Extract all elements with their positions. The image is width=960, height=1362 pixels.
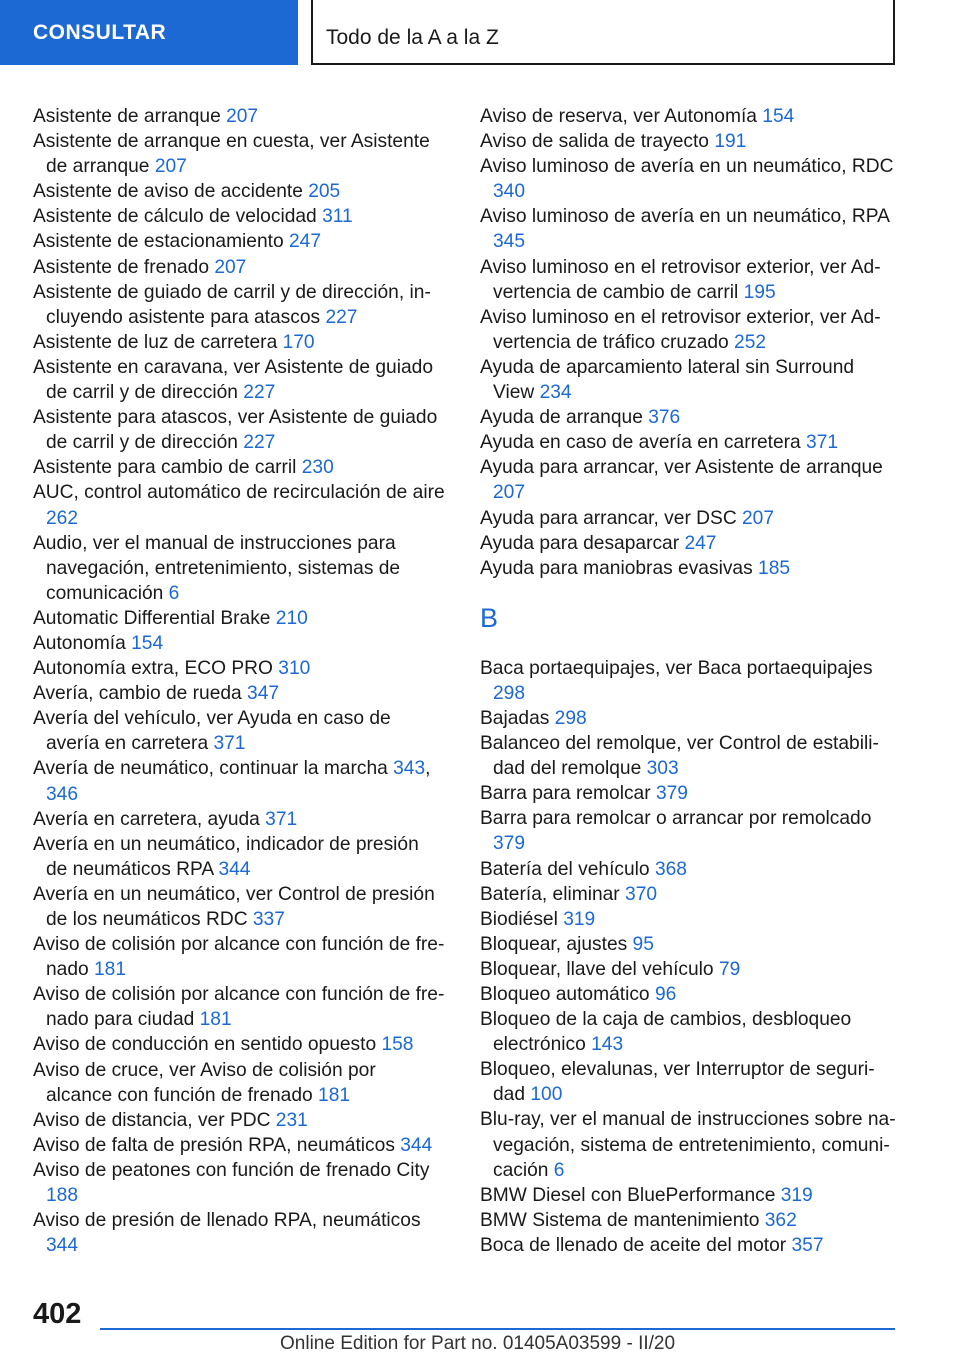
- page-ref-link[interactable]: 347: [247, 683, 280, 705]
- index-entry-text: Asistente de aviso de accidente: [33, 181, 309, 203]
- page-ref-link[interactable]: 370: [625, 883, 658, 905]
- index-entry-text: Bloqueo de la caja de cambios, desbloqueo electrónico: [480, 1009, 852, 1056]
- index-entry: [33, 982, 445, 1032]
- index-entry: [33, 631, 445, 656]
- index-entry-text: Aviso de cruce, ver Aviso de colisión por alcance con función de frenado: [33, 1059, 376, 1106]
- index-entry-text: Bloquear, llave del vehículo: [480, 958, 719, 980]
- index-entry: [33, 531, 445, 606]
- index-entry-text: Ayuda para desaparcar: [480, 532, 685, 554]
- index-entry-text: Aviso luminoso en el retrovisor exterior, ver Advertencia de cambio de carril: [480, 256, 881, 303]
- page-ref-link[interactable]: 191: [714, 131, 747, 153]
- index-entry: [33, 330, 445, 355]
- page-ref-link[interactable]: 207: [226, 106, 259, 127]
- page-ref-link[interactable]: 357: [791, 1234, 824, 1256]
- page-ref-link[interactable]: 252: [734, 331, 767, 353]
- index-entry: [480, 982, 896, 1007]
- page-ref-link[interactable]: 344: [400, 1134, 433, 1156]
- index-column-left: [33, 104, 445, 1258]
- page-ref-link[interactable]: 181: [318, 1084, 351, 1106]
- footer-edition-text: Online Edition for Part no. 01405A03599 - II/20: [280, 1333, 676, 1354]
- index-entry: [33, 204, 445, 229]
- index-entry-text: Aviso de falta de presión RPA, neumáticos: [33, 1134, 401, 1156]
- index-entry-text: Aviso de peatones con función de frenado City: [33, 1159, 430, 1181]
- index-entry: [33, 355, 445, 405]
- page-ref-link[interactable]: 303: [646, 758, 679, 780]
- index-entry-text: Asistente de guiado de carril y de dirección, incluyendo asistente para atascos: [33, 281, 431, 328]
- index-entry-text: Bloqueo, elevalunas, ver Interruptor de seguridad: [480, 1059, 875, 1106]
- index-entry: [33, 1158, 445, 1208]
- page-ref-link[interactable]: 379: [655, 783, 688, 805]
- index-entry: [480, 857, 896, 882]
- page-ref-link[interactable]: 376: [648, 407, 681, 429]
- index-entry: [33, 129, 445, 179]
- page-ref-link[interactable]: 79: [718, 958, 741, 980]
- index-entry: [33, 455, 445, 480]
- page-ref-link[interactable]: 154: [762, 106, 795, 127]
- index-entry-text: Batería, eliminar: [480, 883, 626, 905]
- index-entry: [33, 882, 445, 932]
- index-entry-text: BMW Diesel con BluePerformance: [480, 1184, 781, 1206]
- index-entry-text: AUC, control automático de recirculación de aire: [33, 482, 445, 504]
- page-ref-link[interactable]: 207: [493, 482, 526, 504]
- index-entry: [33, 606, 445, 631]
- page-ref-link[interactable]: 298: [554, 707, 587, 729]
- page-ref-link[interactable]: 158: [381, 1034, 414, 1056]
- index-entry: [480, 1057, 896, 1107]
- index-entry-text: Ayuda de arranque: [480, 407, 649, 429]
- index-entry: [33, 1133, 445, 1158]
- page-ref-link[interactable]: 227: [325, 306, 358, 328]
- index-entry: [33, 932, 445, 982]
- page-ref-link[interactable]: 345: [493, 231, 526, 253]
- page-ref-link[interactable]: 181: [199, 1009, 232, 1031]
- index-entry-text: Balanceo del remolque, ver Control de estabilidad del remolque: [480, 733, 879, 780]
- page-ref-link[interactable]: 344: [46, 1235, 79, 1257]
- index-entry-text: Autonomía extra, ECO PRO: [33, 658, 279, 680]
- page-ref-link[interactable]: 344: [218, 858, 251, 880]
- index-entry: [480, 556, 896, 581]
- header-divider-right: [893, 0, 895, 65]
- page-ref-link[interactable]: 230: [301, 457, 334, 479]
- index-entry-text: Aviso de presión de llenado RPA, neumáticos: [33, 1210, 421, 1232]
- page-ref-link[interactable]: 207: [154, 156, 187, 178]
- footer-rule: [100, 1328, 895, 1330]
- header-underline: [311, 63, 895, 65]
- index-entry-text: Avería de neumático, continuar la marcha: [33, 758, 394, 780]
- index-entry-text: Asistente de arranque: [33, 106, 227, 127]
- index-entry-text: Avería en un neumático, indicador de presión de neumáticos RPA: [33, 833, 419, 880]
- index-entry-text: Aviso de salida de trayecto: [480, 131, 715, 153]
- index-entry: [33, 1032, 445, 1057]
- index-entry-text: Baca portaequipajes, ver Baca portaequipajes: [480, 657, 873, 679]
- index-entry: [33, 656, 445, 681]
- index-entry: [33, 104, 445, 129]
- index-entry-text: Asistente de luz de carretera: [33, 331, 283, 353]
- index-entry-text: Asistente para cambio de carril: [33, 457, 302, 479]
- index-entry-text: Barra para remolcar o arrancar por remolcado: [480, 808, 872, 830]
- page-ref-link[interactable]: 205: [308, 181, 341, 203]
- index-entry: [33, 706, 445, 756]
- index-entry-text: Ayuda para maniobras evasivas: [480, 557, 759, 579]
- page-ref-link[interactable]: 207: [742, 507, 775, 529]
- index-entry-text: Aviso de reserva, ver Autonomía: [480, 106, 763, 127]
- index-entry: [480, 806, 896, 856]
- index-entry: [480, 907, 896, 932]
- index-entry-text: Bloquear, ajustes: [480, 933, 633, 955]
- index-entry-text: Asistente en caravana, ver Asistente de guiado de carril y de dirección: [33, 356, 433, 404]
- index-entry: [480, 255, 896, 305]
- index-entry: [480, 656, 896, 706]
- index-entry: [480, 154, 896, 204]
- index-entry: [33, 229, 445, 254]
- page-ref-link[interactable]: 340: [493, 181, 526, 203]
- index-entry: [33, 480, 445, 530]
- index-entry: [480, 1107, 896, 1182]
- page-ref-link[interactable]: 311: [322, 206, 353, 228]
- page-ref-link[interactable]: 6: [168, 582, 180, 604]
- ref-separator: ,: [425, 758, 431, 780]
- page-title: Todo de la A a la Z: [326, 26, 499, 49]
- index-entry: [480, 305, 896, 355]
- page-ref-link[interactable]: 227: [243, 382, 276, 404]
- page-ref-link[interactable]: 346: [46, 783, 79, 805]
- index-entry: [480, 506, 896, 531]
- index-entry-text: Biodiésel: [480, 908, 564, 930]
- index-entry-text: Avería, cambio de rueda: [33, 683, 248, 705]
- index-entry: [480, 455, 896, 505]
- index-entry: [480, 430, 896, 455]
- page-ref-link[interactable]: 234: [539, 382, 572, 404]
- index-entry: [480, 932, 896, 957]
- index-entry-text: Aviso de distancia, ver PDC: [33, 1109, 276, 1131]
- index-entry: [33, 1208, 445, 1258]
- page-ref-link[interactable]: 247: [289, 231, 322, 253]
- page-ref-link[interactable]: 170: [282, 331, 315, 353]
- index-entry-text: Asistente de frenado: [33, 256, 215, 278]
- index-entry-text: Audio, ver el manual de instrucciones para navegación, entretenimiento, sistemas de comunicación: [33, 532, 401, 604]
- index-entry: [480, 706, 896, 731]
- section-tab-label: CONSULTAR: [33, 20, 167, 44]
- index-entry: [33, 405, 445, 455]
- index-entry: [480, 1233, 896, 1258]
- page-ref-link[interactable]: 210: [275, 607, 308, 629]
- index-entry-text: Aviso luminoso de avería en un neumático, RDC: [480, 156, 894, 178]
- index-entry-text: Aviso luminoso en el retrovisor exterior, ver Advertencia de tráfico cruzado: [480, 306, 881, 353]
- index-entry-text: Ayuda para arrancar, ver DSC: [480, 507, 743, 529]
- index-entry-text: Bajadas: [480, 707, 555, 729]
- index-entry: [480, 355, 896, 405]
- index-entry: [480, 957, 896, 982]
- page-ref-link[interactable]: 154: [131, 632, 164, 654]
- index-group-b: [480, 656, 896, 1258]
- index-entry: [480, 129, 896, 154]
- index-entry: [480, 1007, 896, 1057]
- section-tab: [0, 0, 298, 65]
- page-ref-link[interactable]: 298: [493, 682, 526, 704]
- page-ref-link[interactable]: 247: [684, 532, 717, 554]
- index-entry-text: Aviso de colisión por alcance con función de frenado para ciudad: [33, 984, 445, 1031]
- page-number: 402: [33, 1298, 82, 1330]
- index-entry-text: Asistente para atascos, ver Asistente de guiado de carril y de dirección: [33, 407, 438, 454]
- page-ref-link[interactable]: 188: [46, 1185, 79, 1207]
- page-ref-link[interactable]: 185: [758, 557, 791, 579]
- page-ref-link[interactable]: 337: [252, 909, 285, 930]
- index-entry: [33, 1058, 445, 1108]
- page-ref-link[interactable]: 362: [764, 1209, 797, 1231]
- index-entry-text: Aviso luminoso de avería en un neumático, RPA: [480, 206, 889, 228]
- page-ref-link[interactable]: 143: [591, 1034, 624, 1056]
- index-entry: [480, 104, 896, 129]
- index-entry-text: Asistente de arranque en cuesta, ver Asistente de arranque: [33, 131, 430, 178]
- index-entry-text: Ayuda de aparcamiento lateral sin Surround View: [480, 356, 855, 404]
- page-ref-link[interactable]: 231: [275, 1109, 308, 1131]
- index-entry-text: Blu-ray, ver el manual de instrucciones sobre navegación, sistema de entretenimiento, comunicación: [480, 1109, 896, 1181]
- page-ref-link[interactable]: 100: [530, 1084, 563, 1106]
- index-entry-text: Batería del vehículo: [480, 858, 655, 880]
- index-entry-text: Avería en carretera, ayuda: [33, 808, 266, 830]
- index-entry-text: BMW Sistema de mantenimiento: [480, 1209, 765, 1231]
- page-ref-link[interactable]: 368: [654, 858, 687, 880]
- header-divider-left: [311, 0, 313, 65]
- page-ref-link[interactable]: 95: [632, 933, 654, 955]
- index-entry: [480, 204, 896, 254]
- page-ref-link[interactable]: 319: [780, 1184, 813, 1206]
- page-ref-link[interactable]: 227: [243, 432, 276, 454]
- index-entry: [33, 280, 445, 330]
- page-ref-link[interactable]: 262: [46, 507, 79, 529]
- page-ref-link[interactable]: 6: [553, 1159, 565, 1181]
- index-entry-text: Avería del vehículo, ver Ayuda en caso de avería en carretera: [33, 708, 391, 755]
- index-entry-text: Ayuda en caso de avería en carretera: [480, 432, 807, 454]
- page-ref-link[interactable]: 207: [214, 256, 247, 278]
- index-entry-text: Avería en un neumático, ver Control de presión de los neumáticos RDC: [33, 883, 435, 930]
- index-entry: [480, 781, 896, 806]
- index-entry-text: Autonomía: [33, 632, 132, 654]
- index-entry: [33, 681, 445, 706]
- index-entry-text: Barra para remolcar: [480, 783, 656, 805]
- index-column-right: [480, 104, 896, 1258]
- index-entry: [480, 1183, 896, 1208]
- page-ref-link[interactable]: 319: [563, 908, 596, 930]
- index-entry: [33, 1108, 445, 1133]
- page-ref-link[interactable]: 371: [265, 808, 298, 830]
- index-entry-text: Automatic Differential Brake: [33, 607, 276, 629]
- index-entry: [480, 531, 896, 556]
- page-ref-link[interactable]: 379: [493, 833, 526, 855]
- page-ref-link[interactable]: 181: [94, 959, 127, 981]
- index-entry: [480, 1208, 896, 1233]
- page-ref-link[interactable]: 96: [654, 984, 677, 1005]
- index-entry-text: Asistente de estacionamiento: [33, 231, 289, 253]
- index-entry: [480, 731, 896, 781]
- index-entry: [480, 405, 896, 430]
- index-entry: [33, 807, 445, 832]
- index-entry-text: Ayuda para arrancar, ver Asistente de arranque: [480, 457, 883, 479]
- page-ref-link[interactable]: 310: [278, 658, 311, 680]
- index-entry-text: Aviso de colisión por alcance con función de frenado: [33, 934, 445, 981]
- index-entry: [33, 255, 445, 280]
- index-entry-text: Boca de llenado de aceite del motor: [480, 1234, 792, 1256]
- page-ref-link[interactable]: 343: [393, 758, 426, 780]
- index-entry-text: Asistente de cálculo de velocidad: [33, 206, 323, 228]
- index-entry-text: Aviso de conducción en sentido opuesto: [33, 1034, 382, 1056]
- index-entry-text: Bloqueo automático: [480, 984, 655, 1005]
- section-letter: B: [480, 602, 499, 633]
- index-entry: [33, 179, 445, 204]
- index-entry: [33, 832, 445, 882]
- page-ref-link[interactable]: 371: [806, 432, 839, 454]
- page-ref-link[interactable]: 371: [213, 733, 246, 755]
- index-group-a: [480, 104, 896, 581]
- page-ref-link[interactable]: 195: [743, 281, 776, 303]
- index-entry: [480, 882, 896, 907]
- index-entry: [33, 756, 445, 806]
